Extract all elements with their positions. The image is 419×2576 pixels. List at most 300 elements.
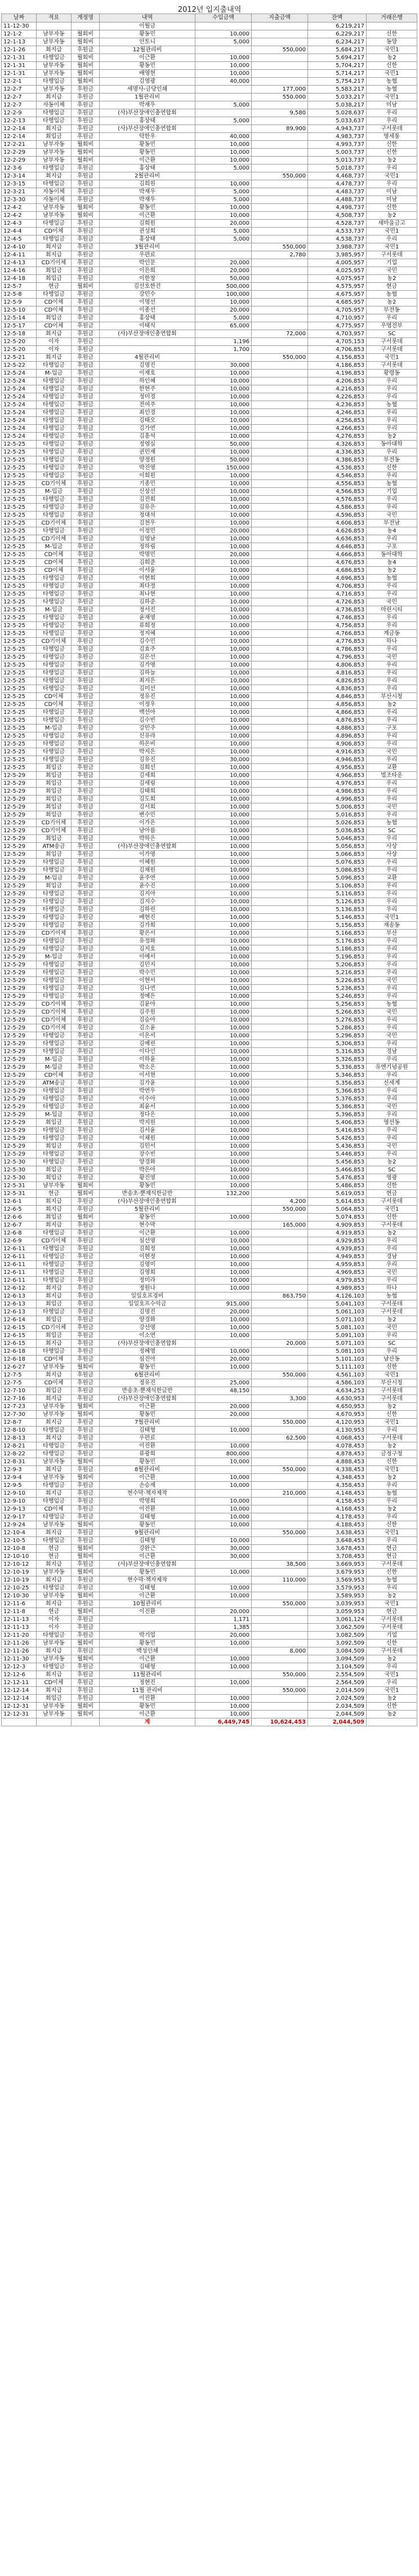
account-cell: 월회비: [72, 1703, 100, 1711]
details-cell: 이하윤: [100, 1056, 195, 1064]
expense-cell: [252, 236, 308, 243]
details-cell: 김태형: [100, 1663, 195, 1671]
details-cell: 김유진: [100, 756, 195, 764]
details-cell: 양경화: [100, 1316, 195, 1324]
summary-cell: 회입금: [37, 811, 72, 819]
table-row: [2, 859, 417, 867]
account-cell: 후원금: [72, 1285, 100, 1293]
bank-cell: 우리: [367, 1087, 417, 1095]
table-row: [2, 756, 417, 764]
expense-cell: [252, 543, 308, 551]
column-header-date: 날짜: [2, 14, 37, 23]
table-row: [2, 1505, 417, 1513]
expense-cell: [252, 1513, 308, 1521]
bank-cell: 미남: [367, 101, 417, 109]
expense-cell: [252, 259, 308, 267]
income-cell: 48,150: [195, 1387, 252, 1395]
details-cell: 황동민: [100, 1182, 195, 1190]
summary-cell: CD기이체: [37, 480, 72, 488]
income-cell: 150,000: [195, 464, 252, 472]
bank-cell: 우리: [367, 1427, 417, 1434]
summary-cell: 회입금: [37, 1332, 72, 1340]
account-cell: 월회비: [72, 283, 100, 291]
date-cell: 12-5-25: [2, 488, 37, 496]
date-cell: 12-5-29: [2, 1143, 37, 1151]
account-cell: 후원금: [72, 480, 100, 488]
balance-cell: 4,156,853: [308, 354, 367, 362]
balance-cell: 5,306,853: [308, 1040, 367, 1048]
income-cell: 10,000: [195, 1324, 252, 1332]
expense-cell: [252, 843, 308, 851]
summary-cell: 타행입금: [37, 756, 72, 764]
summary-cell: 남부자동: [37, 1363, 72, 1371]
bank-cell: 국민: [367, 977, 417, 985]
details-cell: 이한창: [100, 275, 195, 283]
details-cell: 이수아: [100, 1095, 195, 1103]
bank-cell: 구서롯데: [367, 251, 417, 259]
balance-cell: 4,266,853: [308, 425, 367, 433]
summary-cell: 남부자동: [37, 1458, 72, 1466]
expense-cell: 550,000: [252, 94, 308, 101]
date-cell: 12-9-17: [2, 1513, 37, 1521]
balance-cell: 5,614,853: [308, 1198, 367, 1206]
summary-cell: 타행입금: [37, 220, 72, 228]
balance-cell: 5,136,853: [308, 906, 367, 914]
date-cell: 12-12-11: [2, 1679, 37, 1687]
bank-cell: 농2: [367, 1158, 417, 1166]
income-cell: 20,000: [195, 1411, 252, 1419]
account-cell: 후원금: [72, 299, 100, 307]
balance-cell: 4,946,853: [308, 756, 367, 764]
expense-cell: [252, 1553, 308, 1561]
income-cell: 10,000: [195, 1277, 252, 1285]
details-cell: 남아름: [100, 827, 195, 835]
date-cell: 12-5-24: [2, 433, 37, 441]
date-cell: 12-1-31: [2, 70, 37, 78]
account-cell: 후원금: [72, 1332, 100, 1340]
income-cell: 10,000: [195, 788, 252, 796]
date-cell: 12-5-20: [2, 338, 37, 346]
balance-cell: 4,796,853: [308, 654, 367, 661]
details-cell: 정유진: [100, 1379, 195, 1387]
balance-cell: 4,916,853: [308, 748, 367, 756]
details-cell: 이예서: [100, 953, 195, 961]
account-cell: 월회비: [72, 1521, 100, 1529]
expense-cell: [252, 1056, 308, 1064]
table-row: [2, 1229, 417, 1237]
details-cell: 강민주: [100, 725, 195, 732]
account-cell: 월회비: [72, 1403, 100, 1411]
account-cell: 월회비: [72, 78, 100, 86]
details-cell: 정영실: [100, 441, 195, 448]
account-cell: 후원금: [72, 622, 100, 630]
table-row: [2, 1458, 417, 1466]
expense-cell: 550,000: [252, 1466, 308, 1474]
balance-cell: 5,101,103: [308, 1356, 367, 1363]
summary-cell: 타행입금: [37, 922, 72, 930]
account-cell: 후원금: [72, 417, 100, 425]
income-cell: [195, 1647, 252, 1655]
expense-cell: [252, 1214, 308, 1222]
table-row: [2, 275, 417, 283]
balance-cell: 5,196,853: [308, 953, 367, 961]
details-cell: 정지혜: [100, 630, 195, 638]
details-cell: 하인혜: [100, 377, 195, 385]
table-row: [2, 1300, 417, 1308]
balance-cell: 4,508,737: [308, 212, 367, 220]
table-row: [2, 149, 417, 157]
balance-cell: 3,084,509: [308, 1647, 367, 1655]
balance-cell: 4,736,853: [308, 606, 367, 614]
expense-cell: [252, 1048, 308, 1056]
balance-cell: 4,536,853: [308, 464, 367, 472]
expense-cell: [252, 1087, 308, 1095]
income-cell: 10,000: [195, 1505, 252, 1513]
summary-cell: 회입금: [37, 803, 72, 811]
bank-cell: 신한: [367, 1363, 417, 1371]
details-cell: (사)부산장애인총연합회: [100, 109, 195, 117]
table-row: [2, 212, 417, 220]
income-cell: 10,000: [195, 62, 252, 70]
date-cell: 12-11-20: [2, 1632, 37, 1640]
date-cell: 12-5-25: [2, 669, 37, 677]
bank-cell: 우리: [367, 859, 417, 867]
date-cell: 12-6-7: [2, 1222, 37, 1229]
bank-cell: 국민1: [367, 172, 417, 180]
table-row: [2, 1103, 417, 1111]
date-cell: 12-5-25: [2, 748, 37, 756]
table-row: [2, 930, 417, 938]
table-row: [2, 1379, 417, 1387]
date-cell: 12-5-24: [2, 409, 37, 417]
table-row: [2, 86, 417, 94]
expense-cell: [252, 874, 308, 882]
date-cell: 12-10-25: [2, 1584, 37, 1592]
summary-cell: 타행입금: [37, 1048, 72, 1056]
summary-cell: 타행입금: [37, 709, 72, 717]
balance-cell: 4,670,953: [308, 1411, 367, 1419]
bank-cell: 우리: [367, 740, 417, 748]
table-row: [2, 70, 417, 78]
date-cell: 12-4-11: [2, 251, 37, 259]
balance-cell: 5,096,853: [308, 874, 367, 882]
table-row: [2, 1127, 417, 1135]
date-cell: 12-4-2: [2, 204, 37, 212]
bank-cell: 우리: [367, 377, 417, 385]
table-row: [2, 1253, 417, 1261]
date-cell: 12-5-25: [2, 661, 37, 669]
summary-cell: CD이체: [37, 307, 72, 314]
bank-cell: 국민: [367, 654, 417, 661]
table-row: [2, 1261, 417, 1269]
account-cell: 월회비: [72, 204, 100, 212]
bank-cell: 농협: [367, 78, 417, 86]
account-cell: 후원금: [72, 393, 100, 401]
expense-cell: [252, 740, 308, 748]
expense-cell: [252, 1119, 308, 1127]
balance-cell: 5,216,853: [308, 969, 367, 977]
expense-cell: [252, 867, 308, 874]
balance-cell: 4,468,737: [308, 172, 367, 180]
details-cell: 8월관리비: [100, 1466, 195, 1474]
account-cell: 후원금: [72, 1561, 100, 1569]
balance-cell: 4,488,737: [308, 196, 367, 204]
bank-cell: 신한: [367, 464, 417, 472]
expense-cell: [252, 535, 308, 543]
table-row: [2, 685, 417, 693]
date-cell: 12-5-9: [2, 299, 37, 307]
date-cell: 12-11-13: [2, 1624, 37, 1632]
table-row: [2, 1529, 417, 1537]
expense-cell: [252, 906, 308, 914]
account-cell: 후원금: [72, 803, 100, 811]
balance-cell: 5,116,853: [308, 890, 367, 898]
income-cell: 10,000: [195, 945, 252, 953]
account-cell: 후원금: [72, 322, 100, 330]
account-cell: 후원금: [72, 409, 100, 417]
balance-cell: 4,846,853: [308, 693, 367, 701]
bank-cell: 우리: [367, 1245, 417, 1253]
expense-cell: [252, 1537, 308, 1545]
table-row: [2, 172, 417, 180]
account-cell: 후원금: [72, 307, 100, 314]
bank-cell: 우리: [367, 1151, 417, 1158]
bank-cell: 우리: [367, 788, 417, 796]
income-cell: 10,000: [195, 606, 252, 614]
table-row: [2, 1308, 417, 1316]
details-cell: 황동민: [100, 1214, 195, 1222]
summary-cell: 남부자동: [37, 1703, 72, 1711]
account-cell: 후원금: [72, 1371, 100, 1379]
income-cell: 10,000: [195, 1119, 252, 1127]
date-cell: 12-1-31: [2, 54, 37, 62]
details-cell: 이희원: [100, 472, 195, 480]
balance-cell: 5,041,103: [308, 1300, 367, 1308]
summary-cell: 타행입금: [37, 1087, 72, 1095]
date-cell: 12-2-7: [2, 94, 37, 101]
account-cell: 월회비: [72, 70, 100, 78]
details-cell: 백성인쇄: [100, 1647, 195, 1655]
date-cell: 12-5-31: [2, 1190, 37, 1198]
details-cell: 양경화: [100, 1158, 195, 1166]
expense-cell: [252, 1348, 308, 1356]
date-cell: 12-5-29: [2, 1072, 37, 1080]
expense-cell: [252, 1285, 308, 1293]
table-row: [2, 575, 417, 583]
table-row: [2, 54, 417, 62]
income-cell: 10,000: [195, 1316, 252, 1324]
bank-cell: 사상: [367, 851, 417, 859]
balance-cell: 3,569,953: [308, 1576, 367, 1584]
account-cell: 후원금: [72, 638, 100, 646]
table-row: [2, 709, 417, 717]
bank-cell: 우리: [367, 109, 417, 117]
account-cell: 후원금: [72, 922, 100, 930]
details-cell: 이근환: [100, 54, 195, 62]
table-row: [2, 1237, 417, 1245]
summary-cell: 타행입금: [37, 590, 72, 598]
income-cell: 10,000: [195, 1521, 252, 1529]
expense-cell: [252, 267, 308, 275]
account-cell: 후원금: [72, 882, 100, 890]
column-header-summary: 적요: [37, 14, 72, 23]
account-cell: 후원금: [72, 535, 100, 543]
balance-cell: 4,634,253: [308, 1387, 367, 1395]
date-cell: 12-5-25: [2, 725, 37, 732]
bank-cell: 새마을금고: [367, 220, 417, 228]
summary-cell: 타행입금: [37, 732, 72, 740]
income-cell: 10,000: [195, 1111, 252, 1119]
expense-cell: 550,000: [252, 46, 308, 54]
table-row: [2, 1482, 417, 1490]
income-cell: 10,000: [195, 819, 252, 827]
table-row: [2, 898, 417, 906]
date-cell: 12-6-12: [2, 1285, 37, 1293]
details-cell: 류광희: [100, 1450, 195, 1458]
income-cell: 10,000: [195, 1261, 252, 1269]
bank-cell: 우리: [367, 622, 417, 630]
date-cell: 12-5-30: [2, 1158, 37, 1166]
date-cell: 12-5-29: [2, 953, 37, 961]
account-cell: 월회비: [72, 30, 100, 38]
account-cell: 월회비: [72, 62, 100, 70]
table-row: [2, 890, 417, 898]
balance-cell: 4,949,853: [308, 1253, 367, 1261]
table-row: [2, 953, 417, 961]
table-row: [2, 1711, 417, 1718]
date-cell: 12-5-29: [2, 788, 37, 796]
date-cell: 12-6-11: [2, 1277, 37, 1285]
balance-cell: 4,979,853: [308, 1277, 367, 1285]
balance-cell: 5,033,217: [308, 94, 367, 101]
table-row: [2, 456, 417, 464]
bank-cell: 농2: [367, 1229, 417, 1237]
bank-cell: 우리: [367, 504, 417, 512]
details-cell: 이채원: [100, 1135, 195, 1143]
balance-cell: 5,619,053: [308, 1190, 367, 1198]
summary-cell: 타행입금: [37, 677, 72, 685]
details-cell: 이진환: [100, 1505, 195, 1513]
balance-cell: 4,989,853: [308, 1285, 367, 1293]
balance-cell: 4,226,853: [308, 393, 367, 401]
summary-cell: 남부자동: [37, 141, 72, 149]
table-row: [2, 417, 417, 425]
balance-cell: 4,959,853: [308, 1261, 367, 1269]
date-cell: 12-5-25: [2, 504, 37, 512]
table-row: [2, 748, 417, 756]
table-row: [2, 1687, 417, 1695]
column-header-expense: 지출금액: [252, 14, 308, 23]
balance-cell: 4,956,853: [308, 764, 367, 772]
account-cell: 후원금: [72, 441, 100, 448]
bank-cell: 금정구청: [367, 1450, 417, 1458]
account-cell: 후원금: [72, 764, 100, 772]
table-row: [2, 448, 417, 456]
balance-cell: 4,206,853: [308, 377, 367, 385]
summary-cell: 회지급: [37, 1285, 72, 1293]
table-row: [2, 1513, 417, 1521]
balance-cell: 5,106,853: [308, 882, 367, 890]
table-row: [2, 1056, 417, 1064]
income-cell: 10,000: [195, 906, 252, 914]
expense-cell: [252, 30, 308, 38]
income-cell: 10,000: [195, 30, 252, 38]
income-cell: [195, 1206, 252, 1214]
account-cell: 후원금: [72, 1616, 100, 1624]
date-cell: 12-5-25: [2, 559, 37, 567]
income-cell: [195, 251, 252, 259]
expense-cell: 72,000: [252, 330, 308, 338]
summary-cell: 타행입금: [37, 867, 72, 874]
bank-cell: 구서롯데: [367, 338, 417, 346]
balance-cell: 4,148,453: [308, 1490, 367, 1498]
date-cell: 12-5-29: [2, 961, 37, 969]
expense-cell: [252, 1584, 308, 1592]
balance-cell: 4,919,853: [308, 1229, 367, 1237]
date-cell: 12-10-4: [2, 1529, 37, 1537]
summary-cell: 타행입금: [37, 472, 72, 480]
income-cell: 40,000: [195, 78, 252, 86]
date-cell: 12-5-25: [2, 717, 37, 725]
table-row: [2, 512, 417, 519]
table-row: [2, 1632, 417, 1640]
bank-cell: 우리: [367, 180, 417, 188]
details-cell: 홍상태: [100, 314, 195, 322]
date-cell: 12-6-11: [2, 1245, 37, 1253]
balance-cell: 4,716,853: [308, 590, 367, 598]
bank-cell: 사상: [367, 843, 417, 851]
income-cell: 10,000: [195, 725, 252, 732]
account-cell: 후원금: [72, 898, 100, 906]
balance-cell: 5,406,853: [308, 1119, 367, 1127]
details-cell: 김태희: [100, 788, 195, 796]
balance-cell: 4,906,853: [308, 740, 367, 748]
date-cell: 12-5-8: [2, 291, 37, 299]
balance-cell: 5,246,853: [308, 993, 367, 1001]
bank-cell: 구서롯데: [367, 1222, 417, 1229]
table-row: [2, 236, 417, 243]
income-cell: 10,000: [195, 661, 252, 669]
balance-cell: 4,338,453: [308, 1466, 367, 1474]
account-cell: 후원금: [72, 993, 100, 1001]
details-cell: 김지수: [100, 898, 195, 906]
details-cell: 류희정: [100, 622, 195, 630]
income-cell: 10,000: [195, 772, 252, 780]
income-cell: 10,000: [195, 575, 252, 583]
income-cell: 10,000: [195, 1151, 252, 1158]
summary-cell: 회지급: [37, 1206, 72, 1214]
balance-cell: 5,146,853: [308, 914, 367, 922]
bank-cell: 현금: [367, 1545, 417, 1553]
expense-cell: [252, 1229, 308, 1237]
income-cell: 10,000: [195, 54, 252, 62]
expense-cell: [252, 1261, 308, 1269]
balance-cell: 5,226,853: [308, 977, 367, 985]
balance-cell: 4,786,853: [308, 646, 367, 654]
summary-cell: 남부자동: [37, 1569, 72, 1576]
date-cell: 12-8-21: [2, 1442, 37, 1450]
balance-cell: 4,236,853: [308, 401, 367, 409]
account-cell: 후원금: [72, 1001, 100, 1009]
bank-cell: 우리: [367, 961, 417, 969]
income-cell: 10,000: [195, 922, 252, 930]
balance-cell: 5,486,853: [308, 1182, 367, 1190]
summary-cell: 타행입금: [37, 109, 72, 117]
account-cell: 후원금: [72, 685, 100, 693]
date-cell: 12-5-29: [2, 1135, 37, 1143]
table-row: [2, 1695, 417, 1703]
details-cell: 강민수: [100, 291, 195, 299]
